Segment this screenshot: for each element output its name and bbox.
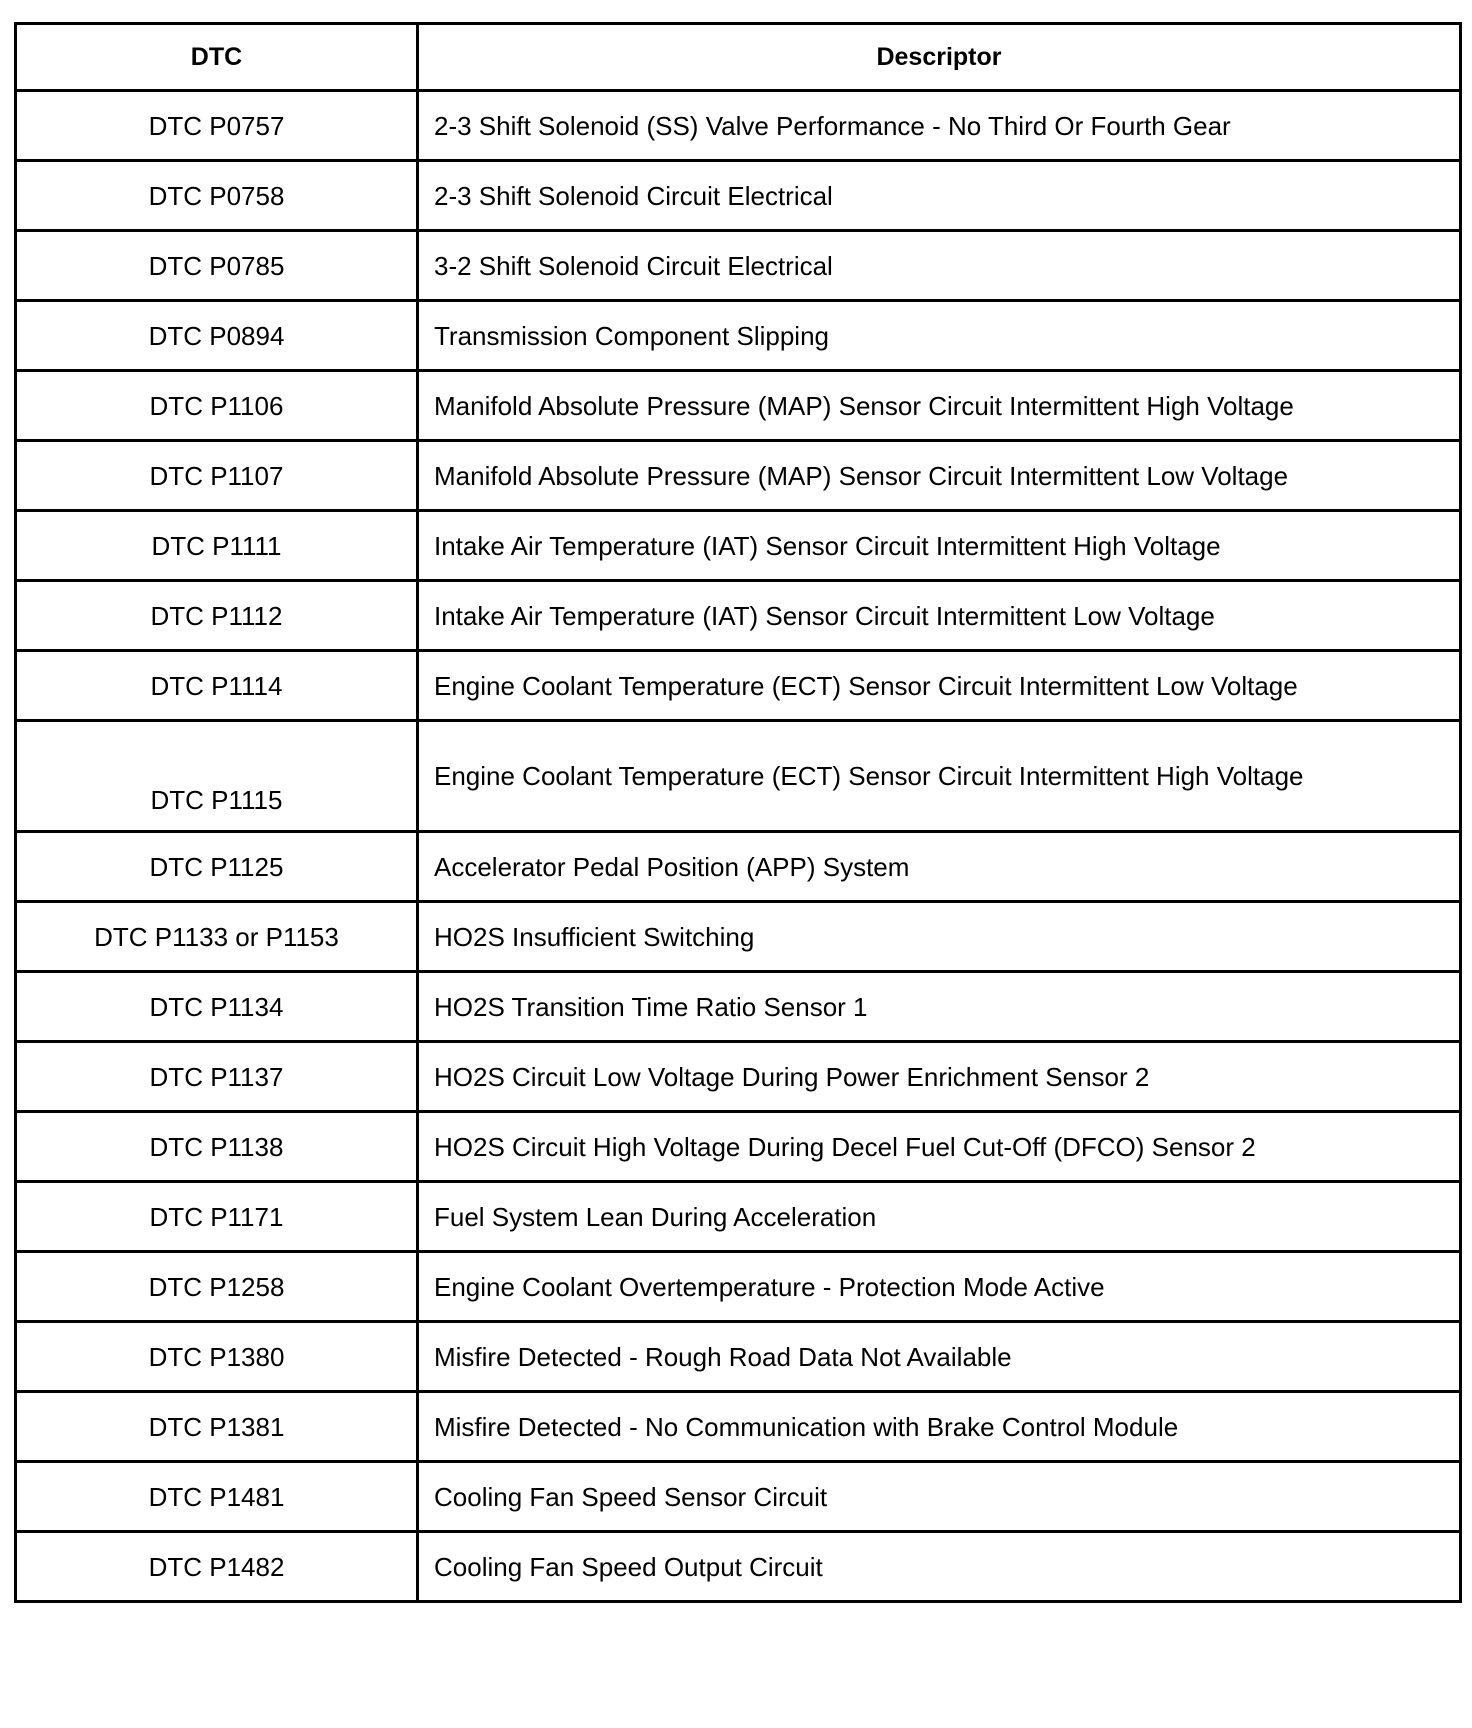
- dtc-code-cell: DTC P1106: [16, 371, 418, 441]
- descriptor-cell: Engine Coolant Temperature (ECT) Sensor Circuit Intermittent High Voltage: [418, 721, 1461, 832]
- dtc-code-cell: DTC P1115: [16, 721, 418, 832]
- dtc-code-cell: DTC P0785: [16, 231, 418, 301]
- dtc-code-cell: DTC P1138: [16, 1112, 418, 1182]
- descriptor-cell: HO2S Insufficient Switching: [418, 902, 1461, 972]
- dtc-code-cell: DTC P1381: [16, 1392, 418, 1462]
- dtc-code-cell: DTC P1134: [16, 972, 418, 1042]
- column-header-dtc: DTC: [16, 24, 418, 91]
- descriptor-cell: Misfire Detected - Rough Road Data Not Available: [418, 1322, 1461, 1392]
- table-row: [16, 1042, 1461, 1112]
- descriptor-cell: Cooling Fan Speed Output Circuit: [418, 1532, 1461, 1602]
- descriptor-cell: HO2S Transition Time Ratio Sensor 1: [418, 972, 1461, 1042]
- table-row: [16, 832, 1461, 902]
- dtc-table: [14, 22, 1462, 1603]
- dtc-code-cell: DTC P1258: [16, 1252, 418, 1322]
- dtc-code-cell: DTC P1107: [16, 441, 418, 511]
- table-row: [16, 161, 1461, 231]
- table-row: [16, 1462, 1461, 1532]
- descriptor-cell: Engine Coolant Temperature (ECT) Sensor Circuit Intermittent Low Voltage: [418, 651, 1461, 721]
- dtc-code-cell: DTC P1481: [16, 1462, 418, 1532]
- descriptor-cell: 3-2 Shift Solenoid Circuit Electrical: [418, 231, 1461, 301]
- dtc-code-cell: DTC P1133 or P1153: [16, 902, 418, 972]
- descriptor-cell: 2-3 Shift Solenoid (SS) Valve Performance - No Third Or Fourth Gear: [418, 91, 1461, 161]
- dtc-table-container: [14, 22, 1459, 1603]
- table-row: [16, 1322, 1461, 1392]
- descriptor-cell: Engine Coolant Overtemperature - Protection Mode Active: [418, 1252, 1461, 1322]
- dtc-code-cell: DTC P1137: [16, 1042, 418, 1112]
- table-header-row: [16, 24, 1461, 91]
- table-row: [16, 651, 1461, 721]
- column-header-descriptor: Descriptor: [418, 24, 1461, 91]
- descriptor-cell: HO2S Circuit High Voltage During Decel Fuel Cut-Off (DFCO) Sensor 2: [418, 1112, 1461, 1182]
- dtc-code-cell: DTC P1380: [16, 1322, 418, 1392]
- descriptor-cell: Transmission Component Slipping: [418, 301, 1461, 371]
- descriptor-cell: Manifold Absolute Pressure (MAP) Sensor Circuit Intermittent High Voltage: [418, 371, 1461, 441]
- descriptor-cell: Fuel System Lean During Acceleration: [418, 1182, 1461, 1252]
- descriptor-cell: Cooling Fan Speed Sensor Circuit: [418, 1462, 1461, 1532]
- descriptor-cell: Misfire Detected - No Communication with Brake Control Module: [418, 1392, 1461, 1462]
- table-row: [16, 91, 1461, 161]
- dtc-code-cell: DTC P1114: [16, 651, 418, 721]
- table-row: [16, 371, 1461, 441]
- table-row: [16, 721, 1461, 832]
- table-row: [16, 1392, 1461, 1462]
- table-row: [16, 581, 1461, 651]
- table-row: [16, 1112, 1461, 1182]
- table-row: [16, 301, 1461, 371]
- dtc-code-cell: DTC P0758: [16, 161, 418, 231]
- descriptor-cell: HO2S Circuit Low Voltage During Power Enrichment Sensor 2: [418, 1042, 1461, 1112]
- table-row: [16, 231, 1461, 301]
- dtc-code-cell: DTC P0894: [16, 301, 418, 371]
- dtc-code-cell: DTC P0757: [16, 91, 418, 161]
- descriptor-cell: 2-3 Shift Solenoid Circuit Electrical: [418, 161, 1461, 231]
- dtc-code-cell: DTC P1111: [16, 511, 418, 581]
- descriptor-cell: Manifold Absolute Pressure (MAP) Sensor Circuit Intermittent Low Voltage: [418, 441, 1461, 511]
- table-row: [16, 1182, 1461, 1252]
- dtc-code-cell: DTC P1112: [16, 581, 418, 651]
- table-row: [16, 511, 1461, 581]
- dtc-code-cell: DTC P1482: [16, 1532, 418, 1602]
- descriptor-cell: Intake Air Temperature (IAT) Sensor Circuit Intermittent High Voltage: [418, 511, 1461, 581]
- table-row: [16, 902, 1461, 972]
- table-row: [16, 1532, 1461, 1602]
- dtc-code-cell: DTC P1125: [16, 832, 418, 902]
- table-row: [16, 972, 1461, 1042]
- descriptor-cell: Accelerator Pedal Position (APP) System: [418, 832, 1461, 902]
- dtc-code-cell: DTC P1171: [16, 1182, 418, 1252]
- descriptor-cell: Intake Air Temperature (IAT) Sensor Circuit Intermittent Low Voltage: [418, 581, 1461, 651]
- table-row: [16, 1252, 1461, 1322]
- table-row: [16, 441, 1461, 511]
